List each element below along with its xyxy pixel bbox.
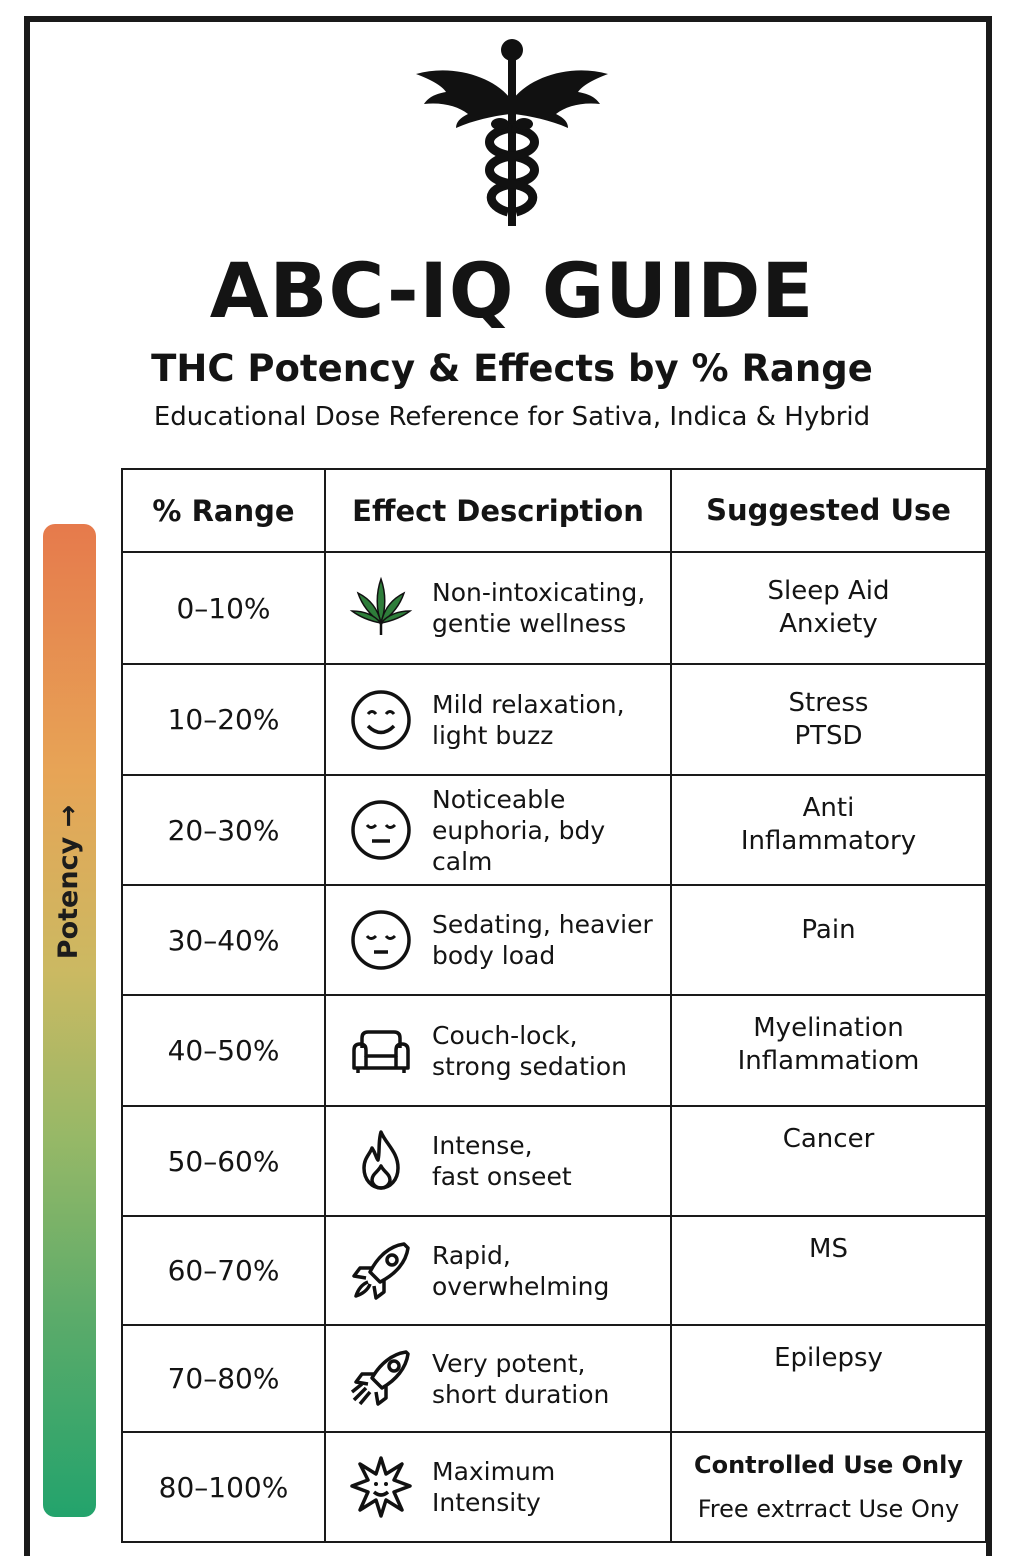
table-row xyxy=(123,776,987,886)
effect-cell xyxy=(326,1107,672,1217)
table-row xyxy=(123,1217,987,1326)
page-title: ABC-IQ GUIDE xyxy=(209,246,815,335)
effect-text: Noticeable euphoria, bdy calm xyxy=(432,784,606,876)
effect-text: Intense, fast onseet xyxy=(432,1131,572,1191)
effect-cell xyxy=(326,665,672,776)
range-cell: 20–30% xyxy=(123,776,326,886)
header-range: % Range xyxy=(123,470,326,553)
potency-gradient-bar xyxy=(43,524,96,1517)
use-cell: Controlled Use Only Free extrract Use Ony xyxy=(672,1433,987,1543)
table-row xyxy=(123,1107,987,1217)
rocket-launch-icon xyxy=(348,1346,414,1412)
page-tagline: Educational Dose Reference for Sativa, Indica & Hybrid xyxy=(153,402,871,432)
page-subtitle: THC Potency & Effects by % Range xyxy=(151,347,873,390)
use-cell: MS xyxy=(672,1217,987,1326)
use-cell: Sleep Aid Anxiety xyxy=(672,553,987,665)
effect-text: Non-intoxicating, gentie wellness xyxy=(432,578,646,638)
effect-cell xyxy=(326,996,672,1107)
range-cell: 50–60% xyxy=(123,1107,326,1217)
use-cell: Anti Inflammatory xyxy=(672,776,987,886)
effect-text: Couch-lock, strong sedation xyxy=(432,1020,627,1081)
use-cell: Epilepsy xyxy=(672,1326,987,1433)
effect-text: Mild relaxation, light buzz xyxy=(432,689,625,750)
use-cell: Cancer xyxy=(672,1107,987,1217)
range-cell: 10–20% xyxy=(123,665,326,776)
flame-icon xyxy=(348,1128,414,1194)
effect-cell xyxy=(326,776,672,886)
potency-table xyxy=(121,468,987,1543)
use-cell: Stress PTSD xyxy=(672,665,987,776)
range-cell: 80–100% xyxy=(123,1433,326,1543)
header-effect: Effect Description xyxy=(326,470,672,553)
relaxed-face-icon xyxy=(348,797,414,863)
caduceus-icon xyxy=(412,36,612,232)
effect-cell xyxy=(326,1433,672,1543)
effect-cell xyxy=(326,553,672,665)
effect-cell xyxy=(326,1217,672,1326)
range-cell: 60–70% xyxy=(123,1217,326,1326)
effect-cell xyxy=(326,1326,672,1433)
rocket-icon xyxy=(348,1238,414,1304)
use-cell: Myelination Inflammatiom xyxy=(672,996,987,1107)
potency-bar-label: Potency → xyxy=(53,804,84,960)
table-row xyxy=(123,665,987,776)
table-row xyxy=(123,1326,987,1433)
range-cell: 70–80% xyxy=(123,1326,326,1433)
effect-text: Maximum Intensity xyxy=(432,1457,556,1517)
effect-text: Very potent, short duration xyxy=(432,1348,610,1409)
effect-cell xyxy=(326,886,672,996)
smiling-face-icon xyxy=(348,687,414,753)
effect-text: Rapid, overwhelming xyxy=(432,1240,610,1301)
header-use: Suggested Use xyxy=(672,470,987,553)
table-row xyxy=(123,996,987,1107)
table-row xyxy=(123,1433,987,1543)
range-cell: 30–40% xyxy=(123,886,326,996)
couch-icon xyxy=(348,1018,414,1084)
table-row xyxy=(123,553,987,665)
table-row xyxy=(123,886,987,996)
table-header-row xyxy=(123,470,987,553)
cannabis-leaf-icon xyxy=(348,575,414,641)
effect-text: Sedating, heavier body load xyxy=(432,910,653,970)
range-cell: 40–50% xyxy=(123,996,326,1107)
sleepy-face-icon xyxy=(348,907,414,973)
burst-icon xyxy=(348,1454,414,1520)
use-cell: Pain xyxy=(672,886,987,996)
range-cell: 0–10% xyxy=(123,553,326,665)
